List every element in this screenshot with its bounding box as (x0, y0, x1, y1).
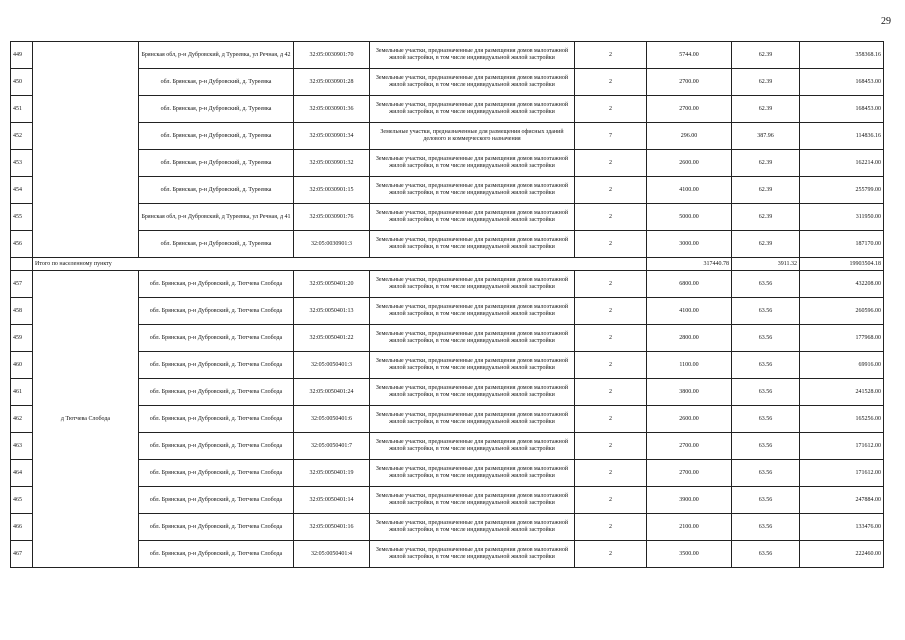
table-row (11, 42, 884, 69)
cadastral-number-cell: 32:05:0050401:16 (294, 514, 370, 541)
area-cell: 2600.00 (647, 406, 732, 433)
area-cell: 2800.00 (647, 325, 732, 352)
address-cell: обл. Брянская, р-н Дубровский, д. Тютчева Слобода (139, 433, 294, 460)
cadastral-value-cell: 168453.00 (800, 96, 884, 123)
area-cell: 5000.00 (647, 204, 732, 231)
address-cell: обл. Брянская, р-н Дубровский, д. Тютчева Слобода (139, 541, 294, 568)
row-number: 462 (11, 406, 33, 433)
subtotal-label: Итого по населенному пункту (33, 258, 647, 271)
purpose-cell: Земельные участки, предназначенные для размещения домов малоэтажной жилой застройки, в том числе индивидуальной жилой застройки (370, 514, 575, 541)
row-number: 451 (11, 96, 33, 123)
cadastral-number-cell: 32:05:0050401:22 (294, 325, 370, 352)
group-code-cell: 2 (575, 231, 647, 258)
address-cell: обл. Брянская, р-н Дубровский, д. Тютчева Слобода (139, 352, 294, 379)
cadastral-number-cell: 32:05:0050401:3 (294, 352, 370, 379)
area-cell: 2700.00 (647, 433, 732, 460)
purpose-cell: Земельные участки, предназначенные для размещения домов малоэтажной жилой застройки, в том числе индивидуальной жилой застройки (370, 460, 575, 487)
table-row (11, 123, 884, 150)
group-code-cell: 7 (575, 123, 647, 150)
rate-cell: 62.39 (732, 177, 800, 204)
table-section-tureevka (11, 42, 884, 258)
rate-cell: 63.56 (732, 541, 800, 568)
rate-cell: 62.39 (732, 231, 800, 258)
rate-cell: 63.56 (732, 406, 800, 433)
cadastral-value-cell: 177968.00 (800, 325, 884, 352)
address-cell: обл. Брянская, р-н Дубровский, д. Тютчева Слобода (139, 487, 294, 514)
purpose-cell: Земельные участки, предназначенные для размещения домов малоэтажной жилой застройки, в том числе индивидуальной жилой застройки (370, 379, 575, 406)
purpose-cell: Земельные участки, предназначенные для размещения домов малоэтажной жилой застройки, в том числе индивидуальной жилой застройки (370, 231, 575, 258)
area-cell: 4100.00 (647, 177, 732, 204)
cadastral-number-cell: 32:05:0050401:6 (294, 406, 370, 433)
cadastral-value-cell: 114836.16 (800, 123, 884, 150)
row-number: 455 (11, 204, 33, 231)
area-cell: 4100.00 (647, 298, 732, 325)
table-row (11, 231, 884, 258)
address-cell: обл. Брянская, р-н Дубровский, д. Тютчева Слобода (139, 406, 294, 433)
table-row (11, 69, 884, 96)
address-cell: обл. Брянская, р-н Дубровский, д. Тютчева Слобода (139, 460, 294, 487)
cadastral-number-cell: 32:05:0050401:13 (294, 298, 370, 325)
cadastral-value-cell: 165256.00 (800, 406, 884, 433)
subtotal-area: 317440.78 (647, 258, 732, 271)
area-cell: 2700.00 (647, 69, 732, 96)
cadastral-value-cell: 171612.00 (800, 433, 884, 460)
rate-cell: 63.56 (732, 325, 800, 352)
table-row (11, 541, 884, 568)
area-cell: 2700.00 (647, 460, 732, 487)
row-number: 459 (11, 325, 33, 352)
area-cell: 1100.00 (647, 352, 732, 379)
rate-cell: 63.56 (732, 487, 800, 514)
purpose-cell: Земельные участки, предназначенные для размещения домов малоэтажной жилой застройки, в том числе индивидуальной жилой застройки (370, 325, 575, 352)
cadastral-number-cell: 32:05:0030901:3 (294, 231, 370, 258)
rate-cell: 63.56 (732, 352, 800, 379)
purpose-cell: Земельные участки, предназначенные для размещения домов малоэтажной жилой застройки, в том числе индивидуальной жилой застройки (370, 177, 575, 204)
cadastral-value-cell: 162214.00 (800, 150, 884, 177)
row-number: 450 (11, 69, 33, 96)
area-cell: 2700.00 (647, 96, 732, 123)
address-cell: обл. Брянская, р-н Дубровский, д. Туреевка (139, 123, 294, 150)
cadastral-value-cell: 187170.00 (800, 231, 884, 258)
purpose-cell: Земельные участки, предназначенные для размещения домов малоэтажной жилой застройки, в том числе индивидуальной жилой застройки (370, 204, 575, 231)
group-code-cell: 2 (575, 433, 647, 460)
cadastral-value-cell: 168453.00 (800, 69, 884, 96)
cadastral-number-cell: 32:05:0030901:34 (294, 123, 370, 150)
cadastral-value-cell: 241528.00 (800, 379, 884, 406)
purpose-cell: Земельные участки, предназначенные для размещения домов малоэтажной жилой застройки, в том числе индивидуальной жилой застройки (370, 541, 575, 568)
address-cell: обл. Брянская, р-н Дубровский, д. Туреевка (139, 69, 294, 96)
table-row (11, 406, 884, 433)
area-cell: 5744.00 (647, 42, 732, 69)
rate-cell: 63.56 (732, 460, 800, 487)
row-number: 464 (11, 460, 33, 487)
row-number: 460 (11, 352, 33, 379)
purpose-cell: Земельные участки, предназначенные для размещения офисных зданий делового и коммерческого назначения (370, 123, 575, 150)
group-code-cell: 2 (575, 514, 647, 541)
rate-cell: 62.39 (732, 150, 800, 177)
address-cell: обл. Брянская, р-н Дубровский, д. Тютчева Слобода (139, 325, 294, 352)
row-number: 458 (11, 298, 33, 325)
rate-cell: 387.96 (732, 123, 800, 150)
cadastral-number-cell: 32:05:0050401:7 (294, 433, 370, 460)
cadastral-value-cell: 222460.00 (800, 541, 884, 568)
cadastral-number-cell: 32:05:0050401:4 (294, 541, 370, 568)
purpose-cell: Земельные участки, предназначенные для размещения домов малоэтажной жилой застройки, в том числе индивидуальной жилой застройки (370, 487, 575, 514)
row-number: 454 (11, 177, 33, 204)
purpose-cell: Земельные участки, предназначенные для размещения домов малоэтажной жилой застройки, в том числе индивидуальной жилой застройки (370, 352, 575, 379)
group-code-cell: 2 (575, 379, 647, 406)
locality-cell: д Тютчева Слобода (33, 271, 139, 568)
table-row (11, 96, 884, 123)
area-cell: 296.00 (647, 123, 732, 150)
row-number: 461 (11, 379, 33, 406)
purpose-cell: Земельные участки, предназначенные для размещения домов малоэтажной жилой застройки, в том числе индивидуальной жилой застройки (370, 271, 575, 298)
row-number: 465 (11, 487, 33, 514)
cadastral-value-cell: 358368.16 (800, 42, 884, 69)
cadastral-value-cell: 260596.00 (800, 298, 884, 325)
cadastral-number-cell: 32:05:0050401:14 (294, 487, 370, 514)
group-code-cell: 2 (575, 406, 647, 433)
group-code-cell: 2 (575, 271, 647, 298)
address-cell: обл. Брянская, р-н Дубровский, д. Тютчева Слобода (139, 298, 294, 325)
purpose-cell: Земельные участки, предназначенные для размещения домов малоэтажной жилой застройки, в том числе индивидуальной жилой застройки (370, 433, 575, 460)
cadastral-value-cell: 69916.00 (800, 352, 884, 379)
group-code-cell: 2 (575, 298, 647, 325)
row-number: 463 (11, 433, 33, 460)
table-row (11, 460, 884, 487)
cadastral-value-cell: 311950.00 (800, 204, 884, 231)
table-section-tyutcheva-sloboda (11, 271, 884, 568)
table-row (11, 487, 884, 514)
table-row (11, 379, 884, 406)
row-number: 457 (11, 271, 33, 298)
cadastral-number-cell: 32:05:0030901:15 (294, 177, 370, 204)
area-cell: 2100.00 (647, 514, 732, 541)
area-cell: 3000.00 (647, 231, 732, 258)
group-code-cell: 2 (575, 96, 647, 123)
cadastral-number-cell: 32:05:0050401:19 (294, 460, 370, 487)
purpose-cell: Земельные участки, предназначенные для размещения домов малоэтажной жилой застройки, в том числе индивидуальной жилой застройки (370, 69, 575, 96)
table-row (11, 325, 884, 352)
subtotal-num-cell (11, 258, 33, 271)
group-code-cell: 2 (575, 42, 647, 69)
group-code-cell: 2 (575, 69, 647, 96)
table-row (11, 204, 884, 231)
row-number: 449 (11, 42, 33, 69)
address-cell: Брянская обл, р-н Дубровский, д Туреевка, ул Речная, д 42 (139, 42, 294, 69)
table-row (11, 433, 884, 460)
group-code-cell: 2 (575, 541, 647, 568)
purpose-cell: Земельные участки, предназначенные для размещения домов малоэтажной жилой застройки, в том числе индивидуальной жилой застройки (370, 406, 575, 433)
table-row (11, 177, 884, 204)
cadastral-value-table (10, 41, 884, 568)
row-number: 452 (11, 123, 33, 150)
rate-cell: 63.56 (732, 379, 800, 406)
address-cell: обл. Брянская, р-н Дубровский, д. Туреевка (139, 177, 294, 204)
address-cell: обл. Брянская, р-н Дубровский, д. Тютчева Слобода (139, 379, 294, 406)
address-cell: обл. Брянская, р-н Дубровский, д. Тютчева Слобода (139, 271, 294, 298)
address-cell: обл. Брянская, р-н Дубровский, д. Туреевка (139, 231, 294, 258)
cadastral-number-cell: 32:05:0030901:36 (294, 96, 370, 123)
cadastral-number-cell: 32:05:0030901:28 (294, 69, 370, 96)
cadastral-value-cell: 171612.00 (800, 460, 884, 487)
table-row (11, 298, 884, 325)
row-number: 456 (11, 231, 33, 258)
subtotal-value: 19903504.18 (800, 258, 884, 271)
group-code-cell: 2 (575, 325, 647, 352)
rate-cell: 62.39 (732, 204, 800, 231)
rate-cell: 62.39 (732, 69, 800, 96)
group-code-cell: 2 (575, 204, 647, 231)
row-number: 466 (11, 514, 33, 541)
table-row (11, 271, 884, 298)
rate-cell: 63.56 (732, 514, 800, 541)
group-code-cell: 2 (575, 352, 647, 379)
table-row (11, 514, 884, 541)
subtotal-rate: 3911.32 (732, 258, 800, 271)
address-cell: обл. Брянская, р-н Дубровский, д. Тютчева Слобода (139, 514, 294, 541)
cadastral-number-cell: 32:05:0030901:32 (294, 150, 370, 177)
area-cell: 3500.00 (647, 541, 732, 568)
area-cell: 6800.00 (647, 271, 732, 298)
area-cell: 3900.00 (647, 487, 732, 514)
purpose-cell: Земельные участки, предназначенные для размещения домов малоэтажной жилой застройки, в том числе индивидуальной жилой застройки (370, 96, 575, 123)
cadastral-value-cell: 432208.00 (800, 271, 884, 298)
cadastral-value-cell: 255799.00 (800, 177, 884, 204)
purpose-cell: Земельные участки, предназначенные для размещения домов малоэтажной жилой застройки, в том числе индивидуальной жилой застройки (370, 42, 575, 69)
rate-cell: 63.56 (732, 433, 800, 460)
locality-cell (33, 42, 139, 258)
rate-cell: 62.39 (732, 96, 800, 123)
subtotal-row (11, 258, 884, 271)
page-number: 29 (881, 16, 891, 27)
table-row (11, 352, 884, 379)
area-cell: 2600.00 (647, 150, 732, 177)
rate-cell: 62.39 (732, 42, 800, 69)
group-code-cell: 2 (575, 150, 647, 177)
group-code-cell: 2 (575, 460, 647, 487)
rate-cell: 63.56 (732, 271, 800, 298)
group-code-cell: 2 (575, 177, 647, 204)
table-subtotal (11, 258, 884, 271)
cadastral-number-cell: 32:05:0050401:20 (294, 271, 370, 298)
cadastral-number-cell: 32:05:0030901:76 (294, 204, 370, 231)
rate-cell: 63.56 (732, 298, 800, 325)
table-row (11, 150, 884, 177)
cadastral-number-cell: 32:05:0030901:70 (294, 42, 370, 69)
group-code-cell: 2 (575, 487, 647, 514)
cadastral-number-cell: 32:05:0050401:24 (294, 379, 370, 406)
cadastral-value-cell: 133476.00 (800, 514, 884, 541)
address-cell: обл. Брянская, р-н Дубровский, д. Туреевка (139, 150, 294, 177)
area-cell: 3800.00 (647, 379, 732, 406)
address-cell: Брянская обл, р-н Дубровский, д Туреевка, ул Речная, д 41 (139, 204, 294, 231)
row-number: 467 (11, 541, 33, 568)
row-number: 453 (11, 150, 33, 177)
cadastral-value-cell: 247884.00 (800, 487, 884, 514)
address-cell: обл. Брянская, р-н Дубровский, д. Туреевка (139, 96, 294, 123)
purpose-cell: Земельные участки, предназначенные для размещения домов малоэтажной жилой застройки, в том числе индивидуальной жилой застройки (370, 298, 575, 325)
purpose-cell: Земельные участки, предназначенные для размещения домов малоэтажной жилой застройки, в том числе индивидуальной жилой застройки (370, 150, 575, 177)
